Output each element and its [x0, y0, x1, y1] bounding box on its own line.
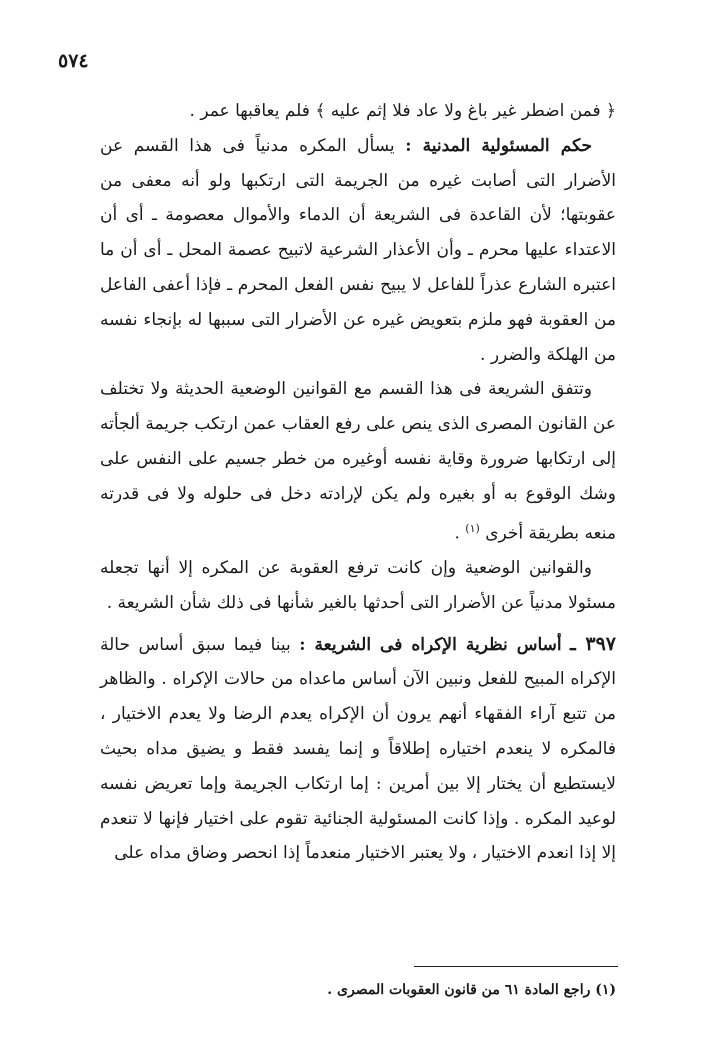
article-title: أساس نظرية الإكراه فى الشريعة : [299, 634, 562, 655]
article-body: بينا فيما سبق أساس حالة الإكراه المبيح للفعل ونبين الآن أساس ماعداه من حالات الإكراه . والظاهر من تتبع آراء الفقهاء أنهم يرون أن الإكراه يعدم الرضا ولا يعدم الاختيار ، فالمكره لا ينعدم اختياره إطلاقاً و إنما يفسد فقط و يضيق مداه بحيث لايستطيع أن يختار إلا بين أمرين : إما ارتكاب الجريمة وإما تعريض نفسه لوعيد المكره . وإذا كانت المسئولية الجنائية تقوم على اختيار فإنها لا تنعدم إلا إذا انعدم الاختيار ، ولا يعتبر الاختيار منعدماً إذا انحصر وضاق مداه على [100, 634, 616, 864]
quote-text: ﴿ فمن اضطر غير باغ ولا عاد فلا إثم عليه ﴾ فلم يعاقبها عمر . [189, 101, 616, 121]
paragraph-civil-liability [100, 129, 616, 373]
footnote: (١) راجع المادة ٦١ من قانون العقوبات المصرى . [327, 982, 616, 998]
paragraph-sharia-agreement [100, 372, 616, 551]
civil-liability-heading: حكم المسئولية المدنية : [405, 135, 592, 156]
paragraph-positive-laws [100, 551, 616, 621]
page-number: ٥٧٤ [58, 50, 89, 72]
article-number: ٣٩٧ ـ [570, 632, 617, 655]
positive-laws-text: والقوانين الوضعية وإن كانت ترفع العقوبة عن المكره إلا أنها تجعله مسئولا مدنياً عن الأضرار التى أحدثها بالغير شأنها فى ذلك شأن الشريعة . [100, 558, 616, 613]
civil-liability-body: يسأل المكره مدنياً فى هذا القسم عن الأضرار التى أصابت غيره من الجريمة التى ارتكبها ولو أنه معفى من عقوبتها؛ لأن القاعدة فى الشريعة أن الدماء والأموال معصومة ـ أى أن الاعتداء عليها محرم ـ وأن الأعذار الشرعية لاتبيح عصمة المحل ـ أى أن ما اعتبره الشارع عذراً للفاعل لا يبيح نفس الفعل المحرم ـ فإذا أعفى الفاعل من العقوبة فهو ملزم بتعويض غيره عن الأضرار التى سببها له بإنجاء نفسه من الهلكة والضرر . [100, 135, 616, 365]
quran-quote-line [100, 94, 616, 129]
footnote-reference: (١) [465, 521, 480, 535]
main-text [100, 94, 616, 871]
sharia-agreement-end: . [454, 523, 466, 544]
footnote-separator [414, 966, 618, 967]
paragraph-article-397 [100, 627, 616, 872]
sharia-agreement-text: وتتفق الشريعة فى هذا القسم مع القوانين الوضعية الحديثة ولا تختلف عن القانون المصرى الذى ينص على رفع العقاب عمن ارتكب جريمة ألجأته إلى ارتكابها ضرورة وقاية نفسه أوغيره من خطر جسيم على النفس على وشك الوقوع به أو بغيره ولم يكن لإرادته دخل فى حلوله ولا فى قدرته منعه بطريقة أخرى [100, 379, 616, 544]
